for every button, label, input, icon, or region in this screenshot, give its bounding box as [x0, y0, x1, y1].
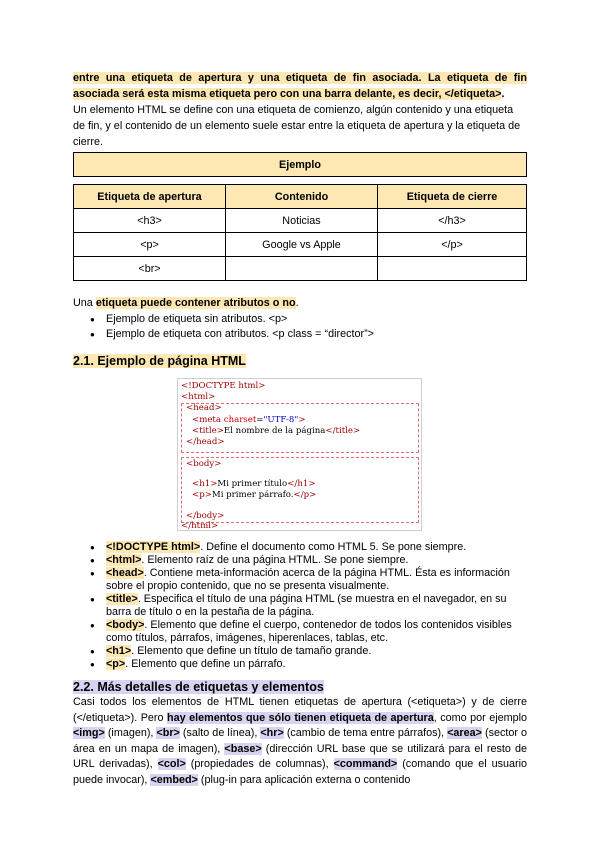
- code-line-body-close: </body>: [186, 511, 225, 521]
- text-run: (plug-in para aplicación externa o contenido: [197, 773, 411, 786]
- attributes-lead: [73, 295, 527, 311]
- attributes-lead-text: Una: [73, 297, 96, 309]
- tag-name: <br>: [156, 727, 180, 739]
- tag-name: <command>: [333, 758, 398, 770]
- example-table: [73, 152, 527, 281]
- table-cell: <p>: [74, 233, 226, 257]
- attributes-end: .: [295, 297, 299, 309]
- text-run: (dirección URL base que se utilizará para el resto de URL derivadas),: [73, 742, 527, 770]
- code-token: El nombre de la página: [223, 426, 326, 436]
- list-item: [88, 645, 528, 658]
- section-heading-text: 2.2. Más detalles de etiquetas y elementos: [73, 680, 324, 694]
- code-sample: [177, 378, 422, 531]
- table-header: Etiqueta de apertura: [74, 185, 226, 209]
- list-item: ● Ejemplo de etiqueta sin atributos. <p>: [88, 312, 528, 327]
- tag-name: <html>: [106, 554, 142, 566]
- intro-bold-period: .: [501, 88, 505, 100]
- tag-name: <img>: [73, 727, 105, 739]
- table-row: [74, 209, 527, 233]
- section-heading-2-2: [73, 679, 324, 696]
- tag-name: <h1>: [106, 645, 132, 657]
- table-title: Ejemplo: [74, 153, 527, 177]
- intro-bold-text: entre una etiqueta de apertura y una etiqueta de fin asociada. La etiqueta de fin asociada será esta misma etiqueta pero con una barra delante, es decir, </etiqueta>: [73, 72, 527, 100]
- section-heading-2-1: [73, 353, 246, 370]
- tags-list: [88, 541, 528, 671]
- code-token: =: [256, 415, 264, 425]
- tag-desc: . Elemento raíz de una página HTML. Se pone siempre.: [141, 554, 409, 566]
- text-run: (propiedades de columnas),: [185, 758, 334, 770]
- intro-paragraph: Un elemento HTML se define con una etiqueta de comienzo, algún contenido y una etiqueta de fin, y el contenido de un elemento suele estar entre la etiqueta de apertura y la etiqueta de cierre.: [73, 104, 521, 148]
- code-token: Mi primer título: [217, 479, 288, 489]
- table-cell: </h3>: [378, 209, 527, 233]
- text-run: (cambio de tema entre párrafos),: [283, 727, 448, 739]
- tag-desc: . Elemento que define un párrafo.: [125, 658, 286, 670]
- tag-name: <body>: [106, 619, 145, 631]
- list-item: [88, 554, 528, 567]
- tag-name: <!DOCTYPE html>: [106, 541, 201, 553]
- list-item: [88, 593, 528, 619]
- text-run: (imagen),: [104, 727, 157, 739]
- code-line-html-open: <html>: [181, 392, 216, 402]
- tag-name: <embed>: [150, 773, 198, 786]
- code-token: <p>: [192, 490, 212, 500]
- code-token: "UTF-8": [263, 415, 299, 425]
- list-item: ● Ejemplo de etiqueta con atributos. <p class = “director”>: [88, 327, 528, 342]
- code-line-html-close: </html>: [181, 521, 219, 531]
- tag-name: <hr>: [260, 727, 284, 739]
- code-token: </title>: [325, 426, 361, 436]
- code-line-head-close: </head>: [186, 437, 225, 447]
- table-cell: <h3>: [74, 209, 226, 233]
- tag-name: <head>: [106, 567, 144, 579]
- table-cell: [226, 257, 378, 281]
- code-token: <title>: [192, 426, 224, 436]
- text-run: (sector o área en un mapa de imagen),: [73, 727, 527, 755]
- table-cell: <br>: [74, 257, 226, 281]
- list-item: [88, 567, 528, 593]
- tag-name: <base>: [224, 742, 262, 755]
- tag-desc: . Elemento que define un título de tamaño grande.: [131, 645, 372, 657]
- table-cell: Noticias: [226, 209, 378, 233]
- list-item: [88, 619, 528, 645]
- tag-desc: . Elemento que define el cuerpo, contenedor de todos los contenidos visibles como títulos, párrafos, imágenes, hiperenlaces, tablas, etc.: [106, 619, 512, 644]
- intro-bold: [73, 70, 527, 102]
- code-line-head-open: <head>: [186, 403, 222, 413]
- tag-desc: . Contiene meta-información acerca de la página HTML. Ésta es información sobre el propio contenido, que no se presenta visualmente.: [106, 567, 510, 592]
- code-line-doctype: <!DOCTYPE html>: [181, 381, 266, 391]
- tag-name: <col>: [157, 758, 186, 770]
- tag-name: <area>: [447, 727, 482, 739]
- text-run: (salto de línea),: [179, 727, 261, 739]
- attributes-list: [88, 312, 528, 342]
- section-heading-text: 2.1. Ejemplo de página HTML: [73, 354, 246, 368]
- code-line-meta: [192, 415, 306, 427]
- table-cell: </p>: [378, 233, 527, 257]
- code-token: charset: [223, 415, 257, 425]
- code-line-title: [192, 426, 360, 438]
- text-run: (comando que el usuario puede invocar),: [73, 758, 528, 786]
- section2-paragraph: [73, 695, 527, 788]
- table-row: [74, 257, 527, 281]
- code-token: <h1>: [192, 479, 218, 489]
- text-run: Casi todos los elementos de HTML tienen etiquetas de apertura (<etiqueta>) y de cierre (</etiqueta>). Pero: [73, 696, 527, 724]
- code-token: <meta: [192, 415, 224, 425]
- tag-name: <p>: [106, 658, 126, 670]
- table-cell: Google vs Apple: [226, 233, 378, 257]
- text-run: , como por ejemplo: [433, 711, 528, 724]
- tag-desc: . Especifica el título de una página HTML (se muestra en el navegador, en su barra de título o en la pestaña de la página.: [106, 593, 507, 618]
- code-token: >: [298, 415, 306, 425]
- code-token: </h1>: [287, 479, 316, 489]
- code-line-h1: [192, 479, 316, 491]
- highlight: hay elementos que sólo tienen etiqueta de apertura: [167, 711, 434, 724]
- code-token: Mi primer párrafo.: [211, 490, 294, 500]
- table-header: Etiqueta de cierre: [378, 185, 527, 209]
- tag-name: <title>: [106, 593, 138, 605]
- table-cell: [378, 257, 527, 281]
- table-row: [74, 233, 527, 257]
- code-line-p: [192, 490, 316, 502]
- list-item: [88, 658, 528, 671]
- list-item: [88, 541, 528, 554]
- code-token: </p>: [293, 490, 317, 500]
- attributes-bold: etiqueta puede contener atributos o no: [95, 297, 296, 309]
- table-header: Contenido: [226, 185, 378, 209]
- tag-desc: . Define el documento como HTML 5. Se pone siempre.: [200, 541, 467, 553]
- code-line-body-open: <body>: [186, 459, 222, 469]
